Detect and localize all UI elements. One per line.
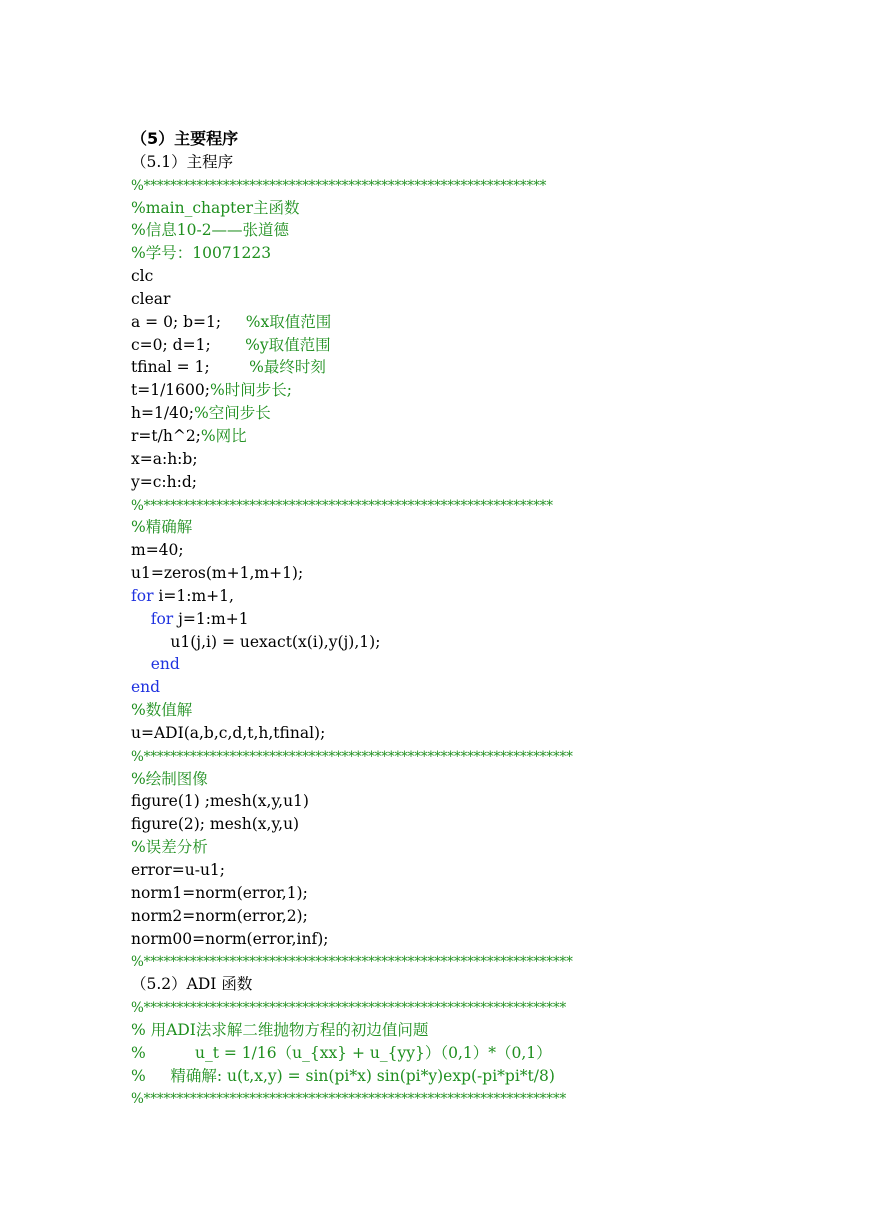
line-text: % u_t = 1/16（u_{xx} + u_{yy}）（0,1）*（0,1） — [131, 1043, 552, 1062]
code-line — [131, 882, 851, 905]
line-text: %***************************************************************** — [131, 954, 573, 971]
line-text: y=c:h:d; — [131, 472, 197, 491]
line-text: error=u-u1; — [131, 861, 226, 879]
keyword: for — [131, 586, 154, 605]
code-line — [131, 402, 851, 425]
comment-line — [131, 1065, 851, 1088]
line-text: i=1:m+1, — [153, 586, 234, 605]
line-text: %误差分析 — [131, 838, 208, 857]
comment-line — [131, 516, 851, 539]
code-line — [131, 356, 851, 379]
line-text: % 用ADI法求解二维抛物方程的初边值问题 — [131, 1020, 429, 1039]
separator-comment-line — [131, 745, 851, 768]
line-text: %学号：10071223 — [131, 244, 272, 263]
inline-comment: %最终时刻 — [249, 358, 326, 377]
line-text: norm00=norm(error,inf); — [131, 929, 329, 948]
code-line — [131, 722, 851, 745]
code-line — [131, 448, 851, 471]
line-text: figure(1) ;mesh(x,y,u1) — [131, 792, 309, 811]
line-text: m=40; — [131, 541, 184, 560]
line-text: x=a:h:b; — [131, 449, 198, 468]
line-text: norm1=norm(error,1); — [131, 883, 308, 902]
line-text: %************************************************************* — [131, 177, 547, 194]
comment-line — [131, 242, 851, 265]
line-text: u1(j,i) = uexact(x(i),y(j),1); — [131, 632, 381, 651]
code-line — [131, 608, 851, 631]
line-text: u=ADI(a,b,c,d,t,h,tfinal); — [131, 723, 326, 742]
comment-line — [131, 699, 851, 722]
code-line — [131, 859, 851, 882]
line-text: %***************************************************************** — [131, 748, 573, 765]
code-line — [131, 379, 851, 402]
line-text: h=1/40; — [131, 404, 194, 423]
keyword: end — [131, 678, 161, 697]
code-line — [131, 813, 851, 836]
separator-comment-line — [131, 950, 851, 973]
line-text: u1=zeros(m+1,m+1); — [131, 564, 304, 583]
comment-line — [131, 219, 851, 242]
separator-comment-line — [131, 494, 851, 517]
code-line — [131, 676, 851, 699]
code-line — [131, 265, 851, 288]
line-text: %信息10-2——张道德 — [131, 221, 290, 240]
code-line — [131, 311, 851, 334]
inline-comment: %y取值范围 — [245, 335, 331, 354]
line-text: %************************************************************** — [131, 497, 553, 514]
line-text: %数值解 — [131, 701, 193, 720]
line-text: %main_chapter主函数 — [131, 198, 300, 217]
comment-line — [131, 1042, 851, 1065]
code-line — [131, 539, 851, 562]
line-text: t=1/1600; — [131, 381, 210, 400]
code-line — [131, 471, 851, 494]
inline-comment: %x取值范围 — [245, 312, 332, 331]
subsection-heading — [131, 151, 851, 174]
separator-comment-line — [131, 174, 851, 197]
line-text: r=t/h^2; — [131, 426, 201, 445]
line-text: （5.2）ADI 函数 — [131, 975, 253, 994]
subsection-heading — [131, 973, 851, 996]
comment-line — [131, 836, 851, 859]
code-line — [131, 288, 851, 311]
keyword: for — [150, 609, 174, 628]
code-line — [131, 562, 851, 585]
line-text: %**************************************************************** — [131, 1091, 567, 1108]
code-line — [131, 425, 851, 448]
document-page — [131, 128, 851, 1110]
separator-comment-line — [131, 996, 851, 1019]
line-text: clear — [131, 289, 171, 308]
code-line — [131, 905, 851, 928]
line-text: norm2=norm(error,2); — [131, 906, 308, 925]
line-text: （5）主要程序 — [131, 129, 239, 148]
line-text: %精确解 — [131, 518, 193, 537]
line-text: clc — [131, 267, 154, 286]
line-text: tfinal = 1; — [131, 358, 250, 377]
inline-comment: %网比 — [200, 426, 247, 445]
code-line — [131, 334, 851, 357]
code-line — [131, 790, 851, 813]
line-text: （5.1）主程序 — [131, 152, 234, 171]
line-text: figure(2); mesh(x,y,u) — [131, 815, 300, 834]
line-text: j=1:m+1 — [173, 609, 249, 628]
inline-comment: %空间步长 — [194, 404, 271, 423]
line-text: a = 0; b=1; — [131, 312, 246, 331]
separator-comment-line — [131, 1087, 851, 1110]
comment-line — [131, 768, 851, 791]
line-text: c=0; d=1; — [131, 335, 246, 354]
line-text: %绘制图像 — [131, 769, 208, 788]
comment-line — [131, 1019, 851, 1042]
comment-line — [131, 197, 851, 220]
line-text: % 精确解: u(t,x,y) = sin(pi*x) sin(pi*y)exp(-pi*pi*t/8) — [131, 1066, 555, 1085]
code-line — [131, 585, 851, 608]
inline-comment: %时间步长; — [209, 381, 292, 400]
section-heading — [131, 128, 851, 151]
line-text: %**************************************************************** — [131, 1000, 567, 1017]
code-line — [131, 928, 851, 951]
code-line — [131, 653, 851, 676]
keyword: end — [150, 655, 180, 674]
code-line — [131, 631, 851, 654]
